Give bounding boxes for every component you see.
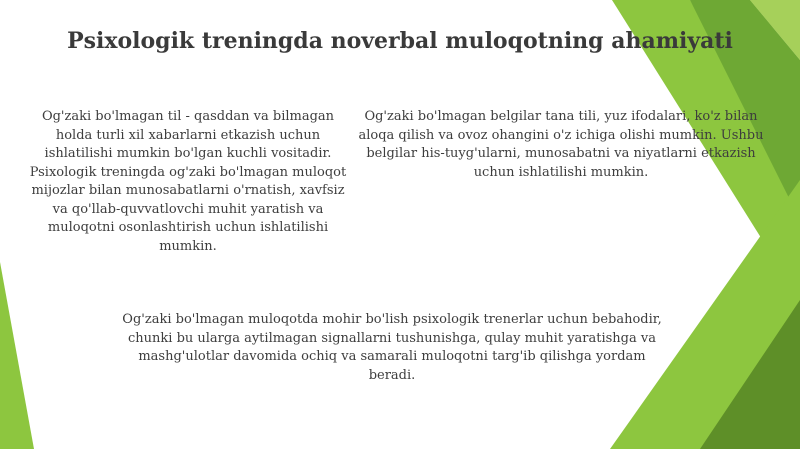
slide-title: Psixologik treningda noverbal muloqotning ahamiyati: [67, 28, 733, 54]
left-paragraph: Og'zaki bo'lmagan til - qasddan va bilmagan holda turli xil xabarlarni etkazish uchun ishlatilishi mumkin bo'lgan kuchli vositadir. Psixologik treningda og'zaki bo'lmagan muloqot mijozlar bilan munosabatlarni o'rnatish, xavfsiz va qo'llab-quvvatlovchi muhit yaratish va muloqotni osonlashtirish uchun ishlatilishi mumkin.: [29, 109, 347, 254]
bottom-paragraph: Og'zaki bo'lmagan muloqotda mohir bo'lish psixologik trenerlar uchun bebahodir, chunki bu ularga aytilmagan signallarni tushunishga, qulay muhit yaratishga va mashg'ulotlar davomida ochiq va samarali muloqotni targ'ib qilishga yordam beradi.: [122, 312, 662, 383]
left-corner-stripe: [0, 262, 34, 449]
right-paragraph: Og'zaki bo'lmagan belgilar tana tili, yuz ifodalari, ko'z bilan aloqa qilish va ovoz ohangini o'z ichiga olishi mumkin. Ushbu belgilar his-tuyg'ularni, munosabatni va niyatlarni etkazish uchun ishlatilishi mumkin.: [358, 109, 764, 180]
